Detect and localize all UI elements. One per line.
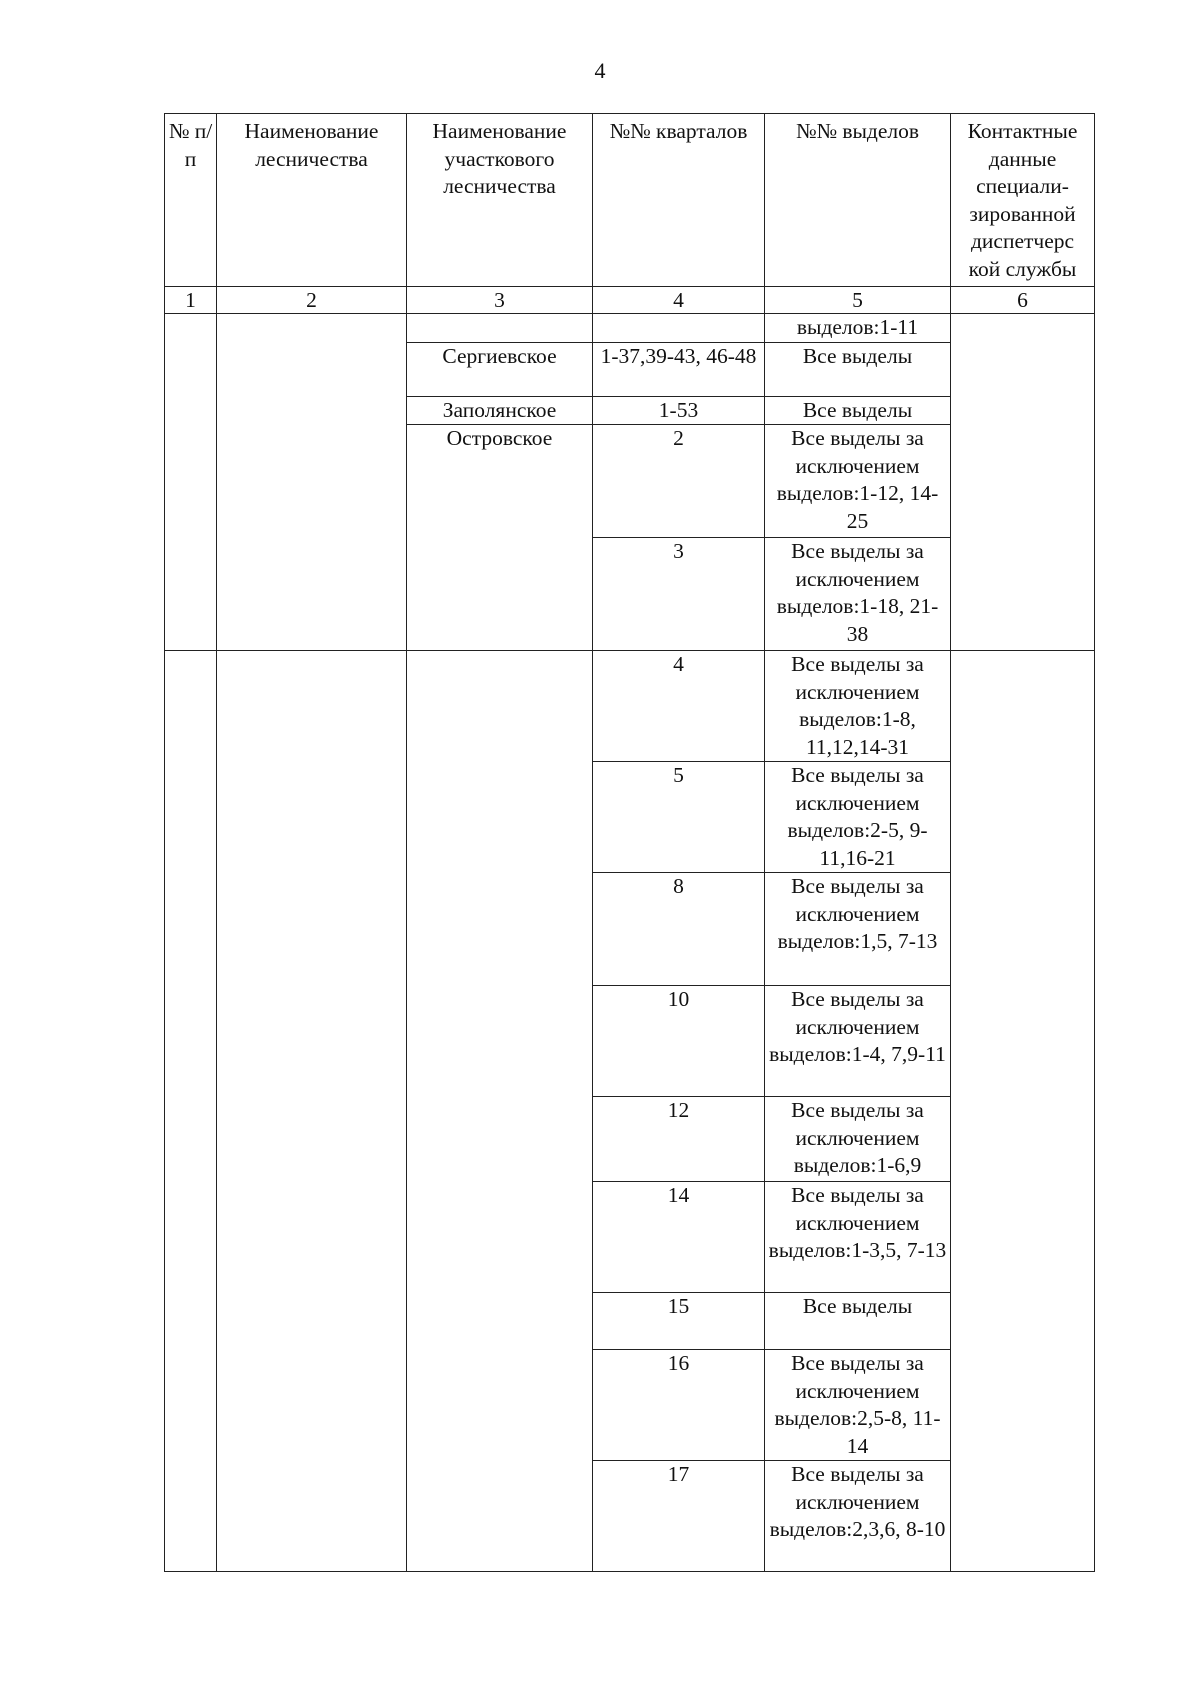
header-cell: № п/п	[165, 114, 217, 287]
cell-allotments: Все выделы за исключением выделов:1-12, 14-25	[765, 425, 951, 538]
column-number: 2	[217, 287, 407, 314]
cell-quarter	[593, 314, 765, 343]
column-number: 5	[765, 287, 951, 314]
cell-quarter: 1-53	[593, 396, 765, 425]
cell-allotments: Все выделы за исключением выделов:1,5, 7-13	[765, 873, 951, 986]
page-number: 4	[594, 58, 606, 83]
column-number-row	[165, 287, 1095, 314]
table-row	[165, 651, 1095, 762]
cell-allotments: Все выделы за исключением выделов:1-3,5, 7-13	[765, 1182, 951, 1293]
cell-quarter: 16	[593, 1350, 765, 1461]
header-cell: №№ кварталов	[593, 114, 765, 287]
cell-allotments: Все выделы	[765, 1293, 951, 1350]
cell-participant: Заполянское	[407, 396, 593, 425]
cell-allotments: Все выделы за исключением выделов:2,3,6, 8-10	[765, 1461, 951, 1572]
cell-quarter: 10	[593, 986, 765, 1097]
cell-allotments: Все выделы	[765, 342, 951, 396]
column-number: 4	[593, 287, 765, 314]
cell-quarter: 4	[593, 651, 765, 762]
column-number: 6	[951, 287, 1095, 314]
cell-quarter: 2	[593, 425, 765, 538]
cell-allotments: Все выделы за исключением выделов:2-5, 9-11,16-21	[765, 762, 951, 873]
header-cell: Наименование участкового лесничества	[407, 114, 593, 287]
cell-contacts	[951, 651, 1095, 1572]
cell-quarter: 12	[593, 1097, 765, 1182]
cell-index	[165, 651, 217, 1572]
cell-quarter: 3	[593, 538, 765, 651]
cell-quarter: 8	[593, 873, 765, 986]
cell-allotments: Все выделы за исключением выделов:1-18, 21-38	[765, 538, 951, 651]
cell-allotments: Все выделы за исключением выделов:2,5-8, 11-14	[765, 1350, 951, 1461]
table-header-row	[165, 114, 1095, 287]
cell-quarter: 1-37,39-43, 46-48	[593, 342, 765, 396]
cell-participant	[407, 651, 593, 1572]
cell-forestry	[217, 651, 407, 1572]
cell-allotments: выделов:1-11	[765, 314, 951, 343]
cell-allotments: Все выделы за исключением выделов:1-6,9	[765, 1097, 951, 1182]
cell-contacts	[951, 314, 1095, 651]
header-cell: Контактные данные специали-зированной диспетчерс кой службы	[951, 114, 1095, 287]
cell-quarter: 5	[593, 762, 765, 873]
cell-allotments: Все выделы	[765, 396, 951, 425]
cell-quarter: 17	[593, 1461, 765, 1572]
cell-allotments: Все выделы за исключением выделов:1-8, 11,12,14-31	[765, 651, 951, 762]
cell-quarter: 15	[593, 1293, 765, 1350]
cell-allotments: Все выделы за исключением выделов:1-4, 7,9-11	[765, 986, 951, 1097]
cell-forestry	[217, 314, 407, 651]
cell-quarter: 14	[593, 1182, 765, 1293]
cell-participant: Островское	[407, 425, 593, 651]
cell-index	[165, 314, 217, 651]
column-number: 1	[165, 287, 217, 314]
cell-participant: Сергиевское	[407, 342, 593, 396]
forestry-table	[164, 113, 1095, 1572]
header-cell: Наименование лесничества	[217, 114, 407, 287]
table-row	[165, 314, 1095, 343]
header-cell: №№ выделов	[765, 114, 951, 287]
column-number: 3	[407, 287, 593, 314]
cell-participant	[407, 314, 593, 343]
